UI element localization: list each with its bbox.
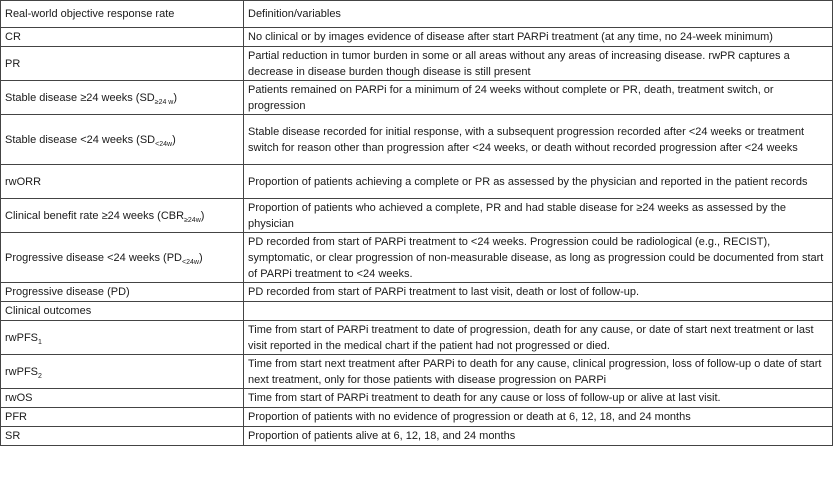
section-row <box>1 302 833 321</box>
row-definition: No clinical or by images evidence of disease after start PARPi treatment (at any time, no 24-week minimum) <box>244 28 833 47</box>
term-text: Clinical benefit rate ≥24 weeks (CBR <box>5 209 185 222</box>
row-term <box>1 81 244 115</box>
term-text: rwPFS <box>5 365 38 378</box>
row-definition: Time from start next treatment after PARPi to death for any cause, clinical progression, loss of follow-up o date of start next treatment, only for those patients with disease progression on PARPi <box>244 355 833 389</box>
term-text: Progressive disease <24 weeks (PD <box>5 251 182 264</box>
row-definition: PD recorded from start of PARPi treatment to <24 weeks. Progression could be radiological (e.g., RECIST), symptomatic, or clear progression of non-measurable disease, as long as progression could be documented from start of PARPi treatment to <24 weeks. <box>244 233 833 283</box>
header-row <box>1 1 833 28</box>
row-definition: Time from start of PARPi treatment to death for any cause or loss of follow-up or alive at last visit. <box>244 389 833 408</box>
row-definition: Proportion of patients who achieved a complete, PR and had stable disease for ≥24 weeks as assessed by the physician <box>244 199 833 233</box>
term-tail: ) <box>198 251 203 264</box>
table-row <box>1 408 833 427</box>
row-term <box>1 321 244 355</box>
row-definition: Proportion of patients with no evidence of progression or death at 6, 12, 18, and 24 months <box>244 408 833 427</box>
term-tail: ) <box>173 91 178 104</box>
term-subscript: 2 <box>38 372 42 380</box>
term-subscript: ≥24w <box>184 216 201 224</box>
row-term: rwORR <box>1 165 244 199</box>
table-row <box>1 355 833 389</box>
table-row <box>1 283 833 302</box>
table-row <box>1 389 833 408</box>
row-term <box>1 233 244 283</box>
row-term <box>1 115 244 165</box>
term-subscript: 1 <box>38 338 42 346</box>
table-row <box>1 199 833 233</box>
term-text: Stable disease <24 weeks (SD <box>5 133 156 146</box>
table-row <box>1 165 833 199</box>
row-term <box>1 355 244 389</box>
table-row <box>1 47 833 81</box>
table-row <box>1 427 833 446</box>
table-row <box>1 81 833 115</box>
table-row <box>1 28 833 47</box>
row-definition: Patients remained on PARPi for a minimum of 24 weeks without complete or PR, death, treatment switch, or progression <box>244 81 833 115</box>
row-term: CR <box>1 28 244 47</box>
row-definition: PD recorded from start of PARPi treatment to last visit, death or lost of follow-up. <box>244 283 833 302</box>
table-row <box>1 233 833 283</box>
row-term: Progressive disease (PD) <box>1 283 244 302</box>
section-label: Clinical outcomes <box>1 302 244 321</box>
term-text: rwPFS <box>5 331 38 344</box>
row-term: rwOS <box>1 389 244 408</box>
header-term: Real-world objective response rate <box>1 1 244 28</box>
row-definition: Proportion of patients alive at 6, 12, 18, and 24 months <box>244 427 833 446</box>
row-definition: Proportion of patients achieving a complete or PR as assessed by the physician and reported in the patient records <box>244 165 833 199</box>
row-term: PFR <box>1 408 244 427</box>
term-tail: ) <box>172 133 176 146</box>
term-tail: ) <box>200 209 205 222</box>
term-subscript: <24w <box>155 140 173 148</box>
row-definition: Time from start of PARPi treatment to date of progression, death for any cause, or date of start next treatment or last visit reported in the medical chart if the patient had not progressed or died. <box>244 321 833 355</box>
term-text: Stable disease ≥24 weeks (SD <box>5 91 155 104</box>
row-term: SR <box>1 427 244 446</box>
term-subscript: ≥24 w <box>154 98 174 106</box>
table-row <box>1 321 833 355</box>
term-subscript: <24w <box>182 258 199 266</box>
header-definition: Definition/variables <box>244 1 833 28</box>
row-definition: Stable disease recorded for initial response, with a subsequent progression recorded after <24 weeks or treatment switch for reason other than progression after <24 weeks, or death without recorded progression after <24 weeks <box>244 115 833 165</box>
table-row <box>1 115 833 165</box>
row-definition: Partial reduction in tumor burden in some or all areas without any areas of increasing disease. rwPR captures a decrease in disease burden though disease is still present <box>244 47 833 81</box>
row-term <box>1 199 244 233</box>
row-definition <box>244 302 833 321</box>
row-term: PR <box>1 47 244 81</box>
